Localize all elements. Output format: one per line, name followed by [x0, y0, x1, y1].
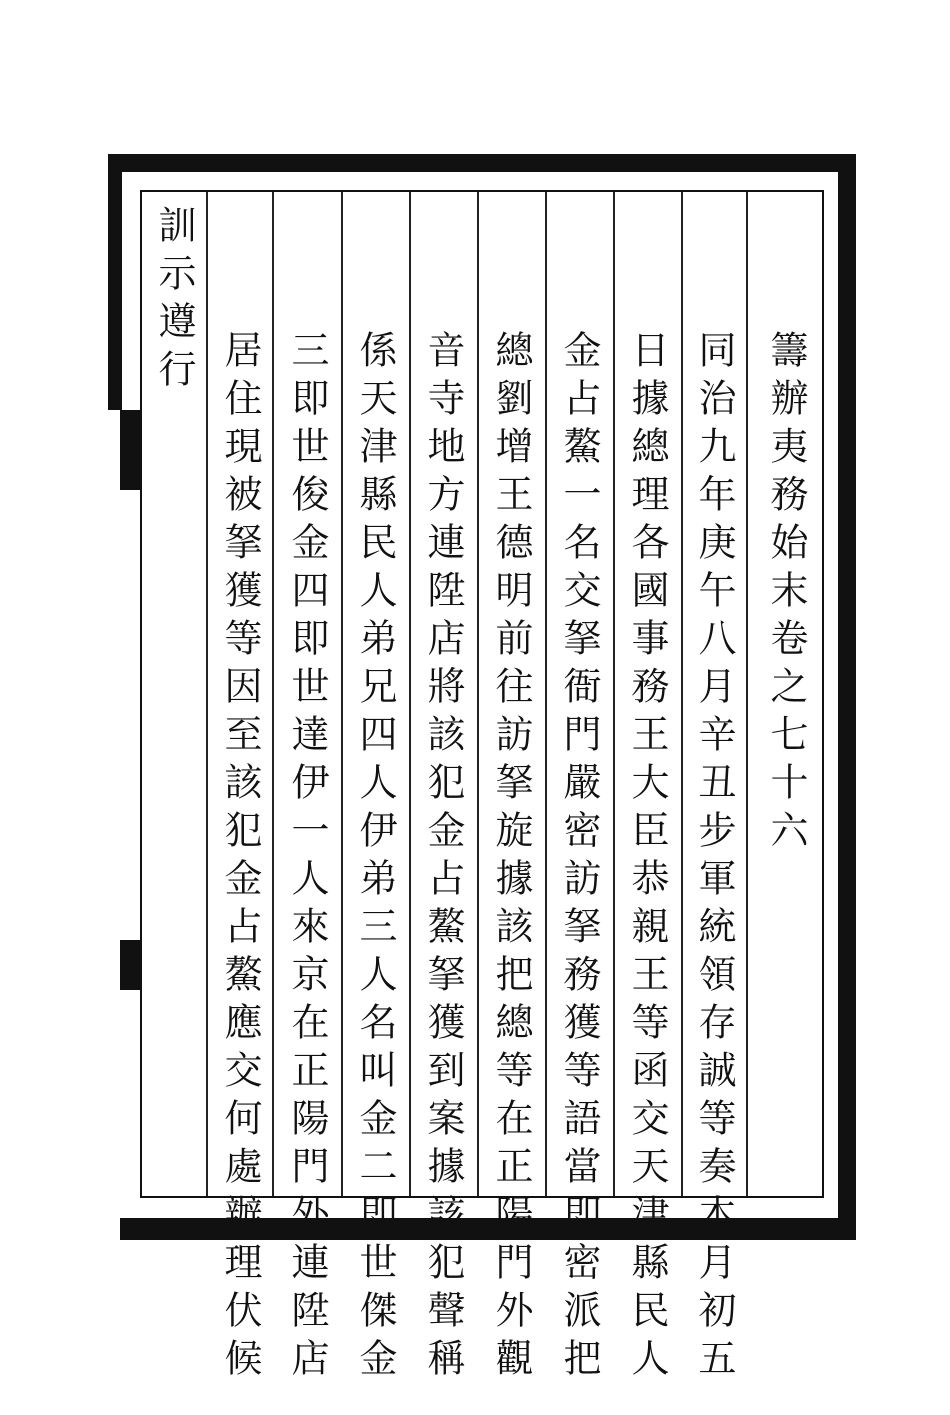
text-column-title	[760, 330, 812, 858]
column-text: 居住現被拏獲等因至該犯金占鰲應交何處辦理伏候	[218, 330, 262, 1386]
column-text: 三即世俊金四即世達伊一人來京在正陽門外連陞店	[285, 330, 329, 1386]
text-column	[349, 330, 401, 1386]
text-column	[485, 330, 537, 1386]
text-column	[621, 330, 673, 1386]
frame-bar-right	[838, 154, 856, 1240]
column-text: 總劉增王德明前往訪拏旋據該把總等在正陽門外觀	[489, 330, 533, 1386]
text-column-tail	[148, 205, 200, 397]
column-divider	[545, 192, 547, 1196]
column-text: 係天津縣民人弟兄四人伊弟三人名叫金二即世傑金	[353, 330, 397, 1386]
column-text: 訓示遵行	[152, 205, 196, 397]
column-divider	[477, 192, 479, 1196]
column-divider	[409, 192, 411, 1196]
column-divider	[681, 192, 683, 1196]
column-text: 日據總理各國事務王大臣恭親王等函交天津縣民人	[625, 330, 669, 1386]
column-divider	[206, 192, 208, 1196]
column-text: 音寺地方連陞店將該犯金占鰲拏獲到案據該犯聲稱	[421, 330, 465, 1386]
text-column	[688, 330, 740, 1386]
column-text: 金占鰲一名交拏衙門嚴密訪拏務獲等語當即密派把	[557, 330, 601, 1386]
column-text: 籌辦夷務始末卷之七十六	[764, 330, 808, 858]
column-divider	[613, 192, 615, 1196]
column-divider	[341, 192, 343, 1196]
frame-bar-left-mid	[120, 410, 140, 490]
column-text: 同治九年庚午八月辛丑步軍統領存誠等奏本月初五	[692, 330, 736, 1386]
frame-bar-top	[108, 154, 856, 172]
text-column	[214, 330, 266, 1386]
frame-bar-left-top	[108, 154, 122, 410]
text-column	[417, 330, 469, 1386]
column-divider	[746, 192, 748, 1196]
column-divider	[272, 192, 274, 1196]
text-column	[553, 330, 605, 1386]
text-column	[281, 330, 333, 1386]
frame-bar-left-low	[120, 940, 140, 990]
